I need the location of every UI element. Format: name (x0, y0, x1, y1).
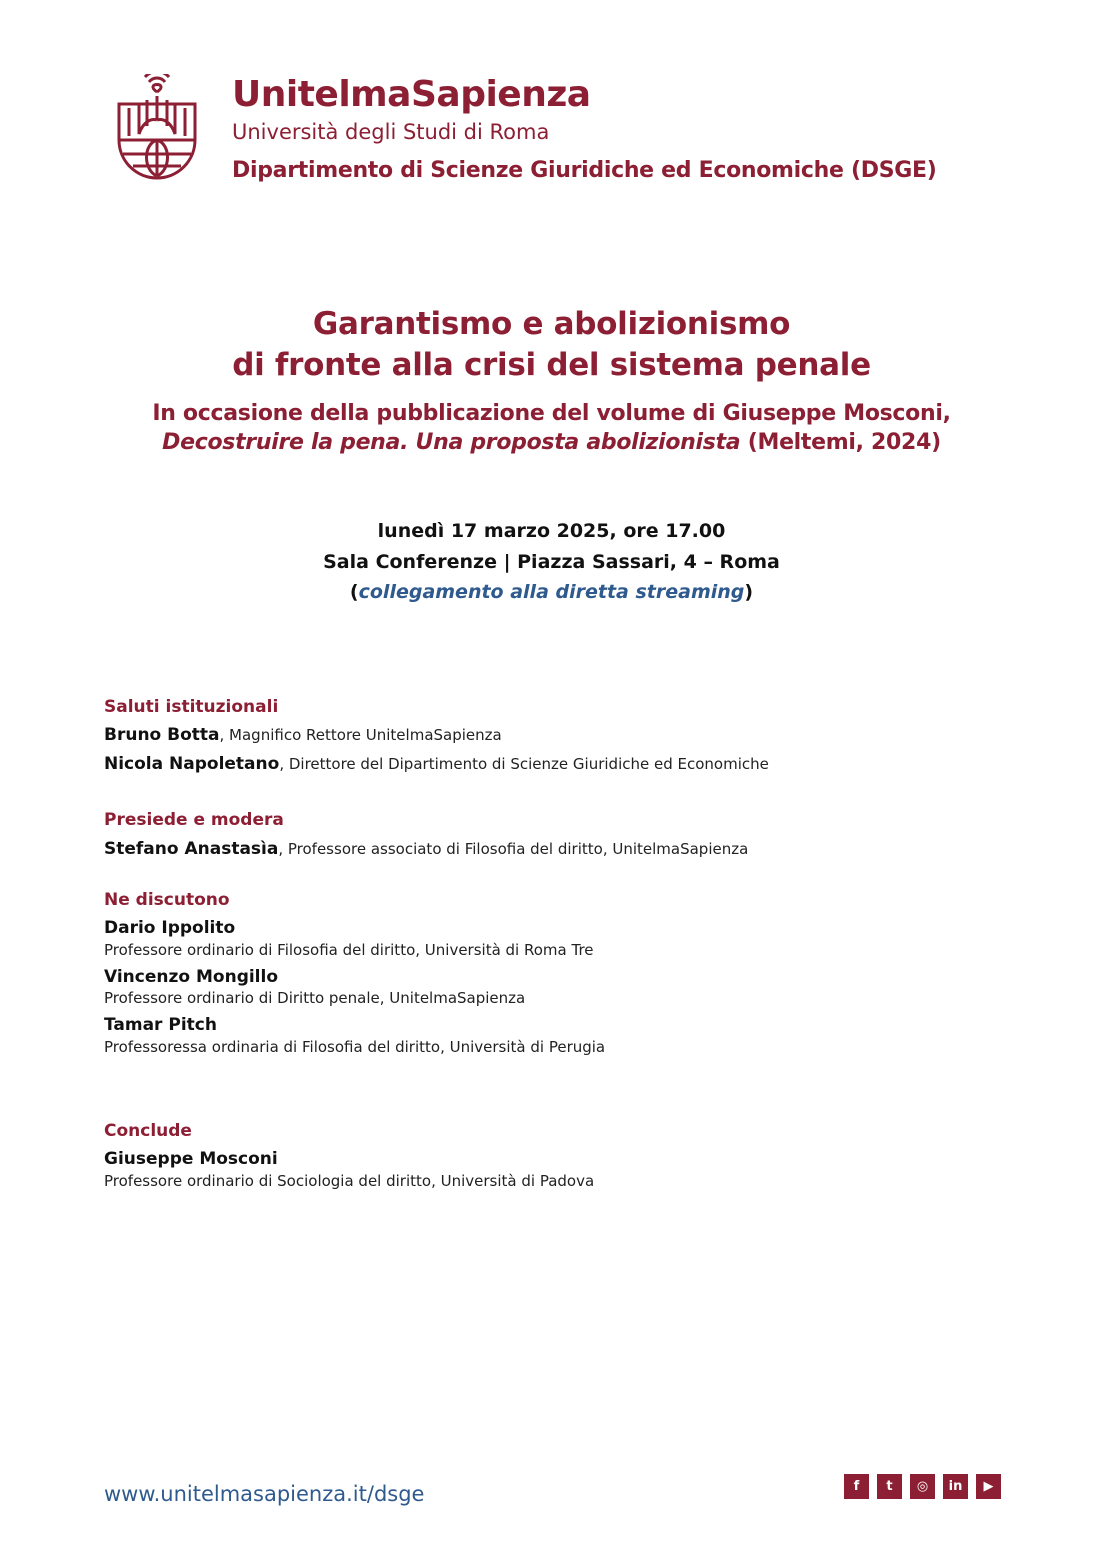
event-title-line2: di fronte alla crisi del sistema penale (232, 347, 871, 383)
speaker-line (104, 839, 748, 859)
speaker-role: Professoressa ordinaria di Filosofia del diritto, Università di Perugia (104, 1038, 606, 1056)
speaker-name: Tamar Pitch (104, 1015, 217, 1035)
speaker-name: Dario Ippolito (104, 918, 236, 938)
stream-close-paren: ) (744, 581, 754, 603)
speaker-role: Professore ordinario di Diritto penale, UnitelmaSapienza (104, 989, 526, 1007)
speaker-role: , Professore associato di Filosofia del diritto, UnitelmaSapienza (278, 840, 749, 858)
section-heading-conclude: Conclude (104, 1121, 192, 1141)
speaker-role: , Magnifico Rettore UnitelmaSapienza (219, 726, 502, 744)
social-links (844, 1474, 1001, 1499)
event-title-line1: Garantismo e abolizionismo (312, 306, 791, 342)
speaker-role: , Direttore del Dipartimento di Scienze Giuridiche ed Economiche (279, 755, 769, 773)
speaker-role: Professore ordinario di Filosofia del diritto, Università di Roma Tre (104, 941, 594, 959)
speaker-line (104, 754, 769, 774)
section-heading-presiede: Presiede e modera (104, 810, 284, 830)
book-meta: (Meltemi, 2024) (740, 430, 941, 455)
twitter-icon[interactable]: t (877, 1474, 902, 1499)
instagram-icon[interactable]: ◎ (910, 1474, 935, 1499)
stream-line (0, 581, 1103, 603)
brand-subtitle: Università degli Studi di Roma (232, 120, 550, 144)
event-subtitle-line2 (0, 430, 1103, 455)
speaker-name: Bruno Botta (104, 725, 220, 745)
unitelma-logo-icon (113, 74, 201, 182)
event-subtitle-line1: In occasione della pubblicazione del volume di Giuseppe Mosconi, (152, 401, 951, 426)
linkedin-icon[interactable]: in (943, 1474, 968, 1499)
website-link[interactable]: www.unitelmasapienza.it/dsge (104, 1482, 425, 1506)
facebook-icon[interactable]: f (844, 1474, 869, 1499)
brand-name: UnitelmaSapienza (232, 74, 591, 115)
speaker-name: Vincenzo Mongillo (104, 967, 279, 987)
speaker-line (104, 725, 502, 745)
event-date-time: lunedì 17 marzo 2025, ore 17.00 (377, 520, 726, 542)
section-heading-discutono: Ne discutono (104, 890, 230, 910)
stream-link[interactable]: collegamento alla diretta streaming (358, 581, 745, 603)
book-title: Decostruire la pena. Una proposta abolizionista (162, 430, 741, 455)
speaker-name: Nicola Napoletano (104, 754, 280, 774)
stream-open-paren: ( (349, 581, 359, 603)
speaker-name: Giuseppe Mosconi (104, 1149, 278, 1169)
youtube-icon[interactable]: ▶ (976, 1474, 1001, 1499)
section-heading-saluti: Saluti istituzionali (104, 697, 279, 717)
department-name: Dipartimento di Scienze Giuridiche ed Economiche (DSGE) (232, 158, 937, 183)
event-location: Sala Conferenze | Piazza Sassari, 4 – Roma (323, 551, 780, 573)
speaker-name: Stefano Anastasìa (104, 839, 279, 859)
speaker-role: Professore ordinario di Sociologia del diritto, Università di Padova (104, 1172, 595, 1190)
